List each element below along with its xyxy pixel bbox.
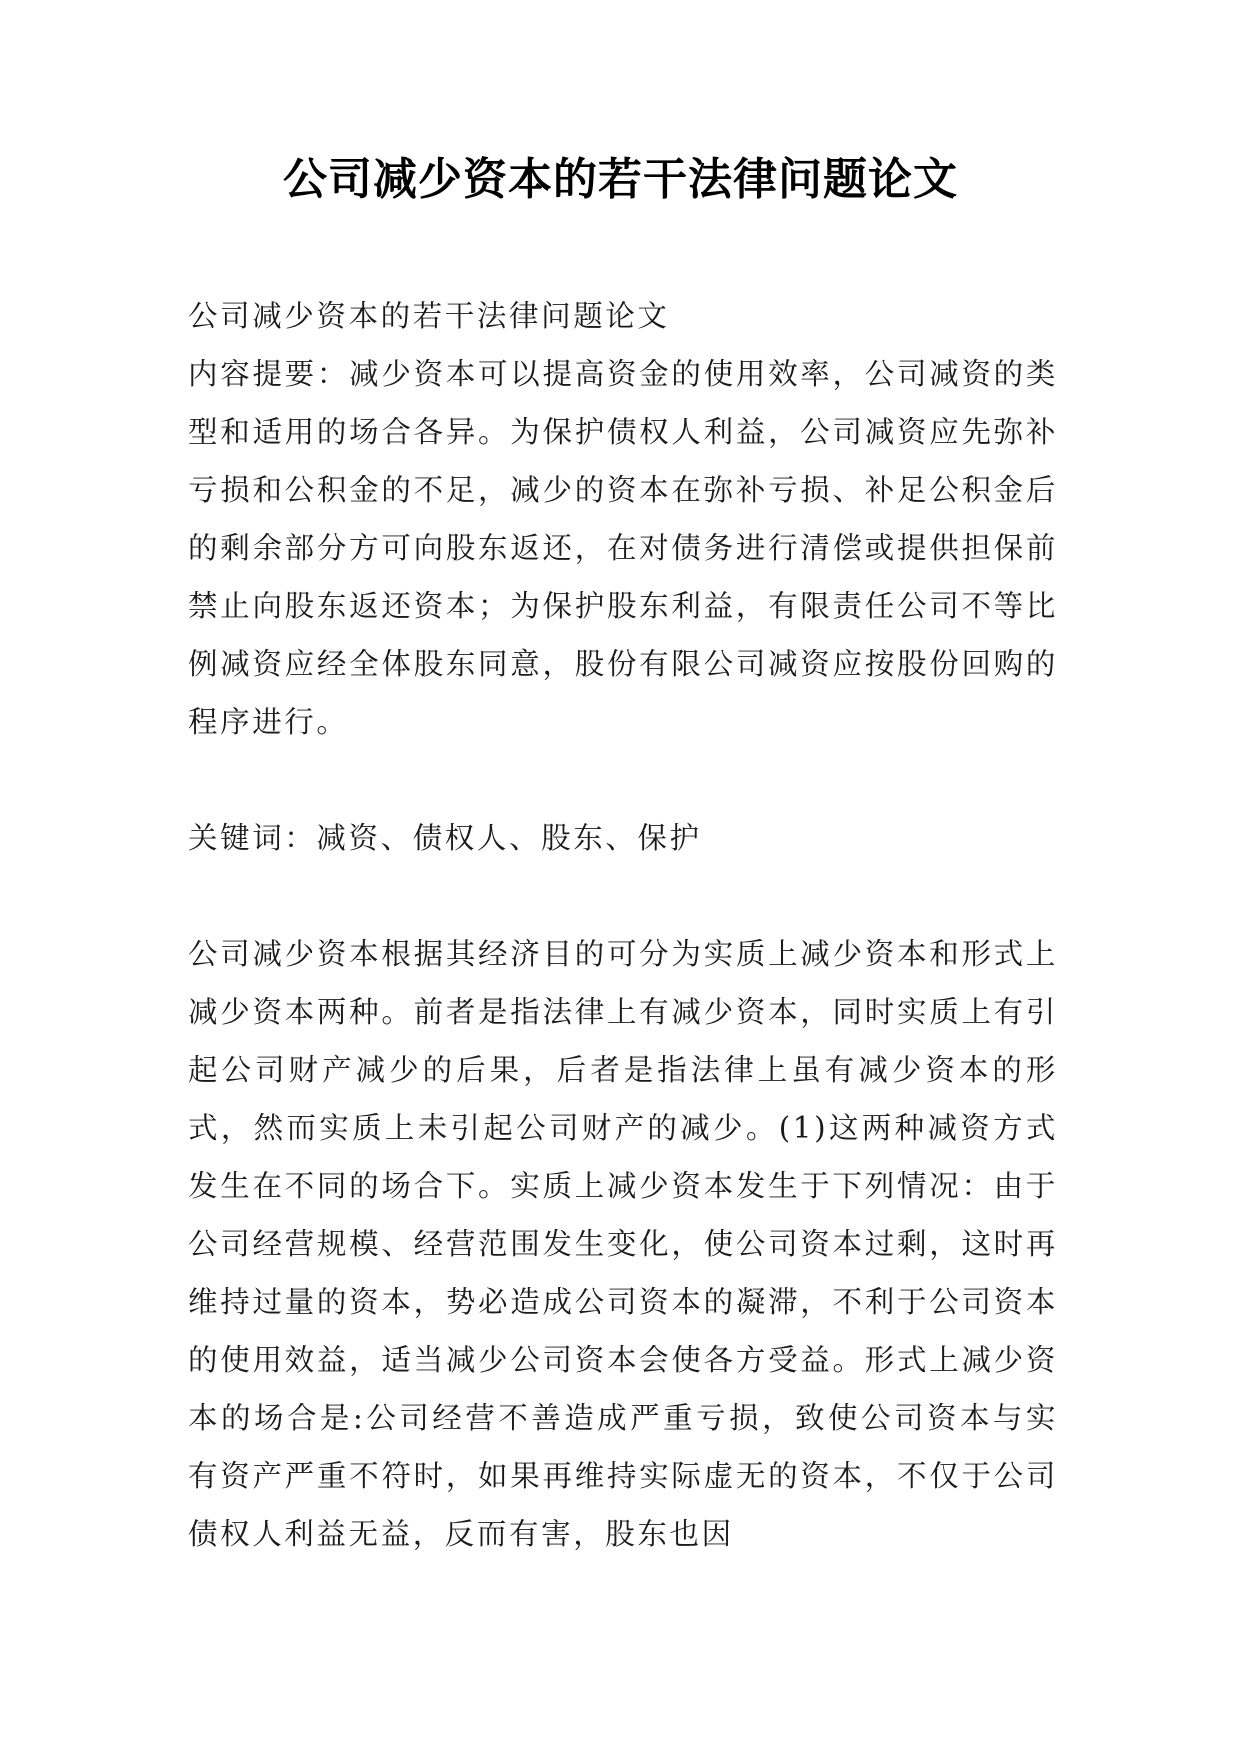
document-title: 公司减少资本的若干法律问题论文: [283, 154, 958, 205]
abstract-paragraph: 内容提要：减少资本可以提高资金的使用效率，公司减资的类型和适用的场合各异。为保护债权人利益，公司减资应先弥补亏损和公积金的不足，减少的资本在弥补亏损、补足公积金后的剩余部分方可向股东返还，在对债务进行清偿或提供担保前禁止向股东返还资本；为保护股东利益，有限责任公司不等比例减资应经全体股东同意，股份有限公司减资应按股份回购的程序进行。: [188, 357, 1058, 739]
document-subtitle: 公司减少资本的若干法律问题论文: [188, 299, 670, 333]
keywords-line: 关键词：减资、债权人、股东、保护: [188, 821, 702, 855]
body-paragraph: 公司减少资本根据其经济目的可分为实质上减少资本和形式上减少资本两种。前者是指法律上有减少资本，同时实质上有引起公司财产减少的后果，后者是指法律上虽有减少资本的形式，然而实质上未引起公司财产的减少。(1)这两种减资方式发生在不同的场合下。实质上减少资本发生于下列情况：由于公司经营规模、经营范围发生变化，使公司资本过剩，这时再维持过量的资本，势必造成公司资本的凝滞，不利于公司资本的使用效益，适当减少公司资本会使各方受益。形式上减少资本的场合是:公司经营不善造成严重亏损，致使公司资本与实有资产严重不符时，如果再维持实际虚无的资本，不仅于公司债权人利益无益，反而有害，股东也因: [188, 937, 1058, 1551]
